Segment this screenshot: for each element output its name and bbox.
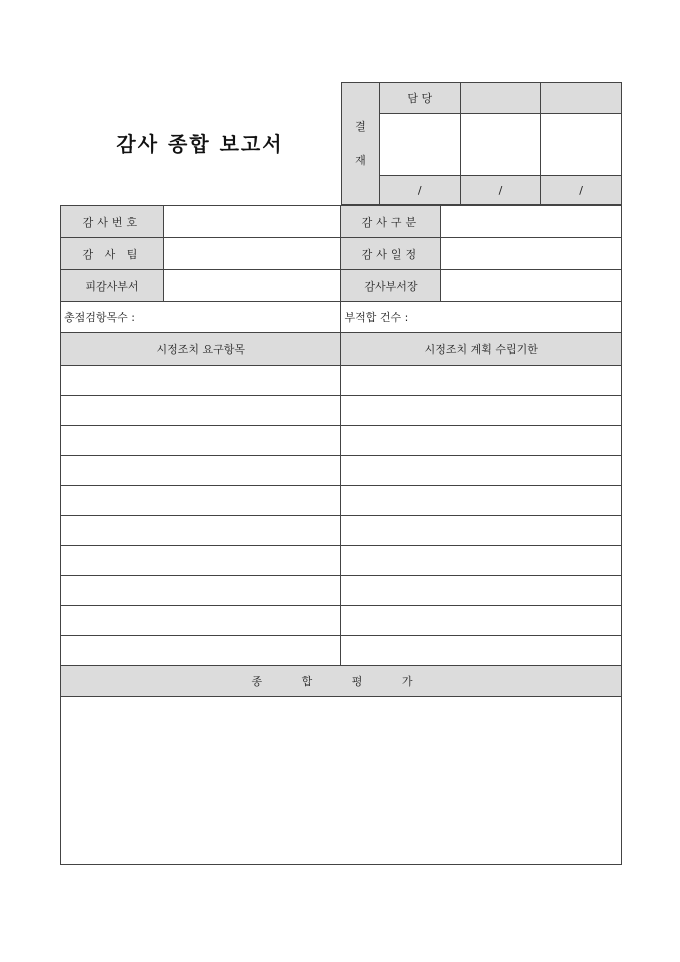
summary-evaluation-area[interactable] bbox=[61, 697, 622, 865]
audit-dept-head-field[interactable] bbox=[441, 270, 622, 302]
approval-header-cell bbox=[460, 83, 541, 114]
corrective-deadline-cell[interactable] bbox=[341, 576, 622, 606]
corrective-deadline-cell[interactable] bbox=[341, 636, 622, 666]
audited-dept-field[interactable] bbox=[163, 270, 341, 302]
corrective-deadline-cell[interactable] bbox=[341, 486, 622, 516]
date-cell[interactable]: / bbox=[541, 176, 622, 205]
corrective-item-cell[interactable] bbox=[61, 486, 341, 516]
approval-header-cell bbox=[541, 83, 622, 114]
audit-type-label: 감사구분 bbox=[341, 206, 441, 238]
summary-evaluation-header: 종 합 평 가 bbox=[61, 666, 622, 697]
corrective-deadline-cell[interactable] bbox=[341, 366, 622, 396]
signature-cell[interactable] bbox=[379, 114, 460, 176]
corrective-deadline-cell[interactable] bbox=[341, 396, 622, 426]
corrective-deadline-cell[interactable] bbox=[341, 426, 622, 456]
audit-dept-head-label: 감사부서장 bbox=[341, 270, 441, 302]
corrective-item-cell[interactable] bbox=[61, 516, 341, 546]
corrective-deadline-header: 시정조치 계획 수립기한 bbox=[341, 333, 622, 366]
signature-cell[interactable] bbox=[541, 114, 622, 176]
audited-dept-label: 피감사부서 bbox=[61, 270, 164, 302]
date-cell[interactable]: / bbox=[460, 176, 541, 205]
audit-schedule-field[interactable] bbox=[441, 238, 622, 270]
audit-schedule-label: 감사일정 bbox=[341, 238, 441, 270]
corrective-items-header: 시정조치 요구항목 bbox=[61, 333, 341, 366]
report-table bbox=[60, 205, 622, 865]
corrective-item-cell[interactable] bbox=[61, 396, 341, 426]
corrective-item-cell[interactable] bbox=[61, 546, 341, 576]
corrective-item-cell[interactable] bbox=[61, 456, 341, 486]
corrective-item-cell[interactable] bbox=[61, 576, 341, 606]
corrective-item-cell[interactable] bbox=[61, 366, 341, 396]
signature-cell[interactable] bbox=[460, 114, 541, 176]
page-title: 감사 종합 보고서 bbox=[116, 132, 284, 156]
nonconform-count[interactable]: 부적합 건수 : bbox=[341, 302, 622, 333]
total-items-count[interactable]: 총점검항목수 : bbox=[61, 302, 341, 333]
corrective-item-cell[interactable] bbox=[61, 606, 341, 636]
corrective-deadline-cell[interactable] bbox=[341, 456, 622, 486]
audit-team-label: 감 사 팀 bbox=[61, 238, 164, 270]
approval-side-label: 결 재 bbox=[342, 83, 380, 205]
corrective-deadline-cell[interactable] bbox=[341, 606, 622, 636]
audit-number-label: 감사번호 bbox=[61, 206, 164, 238]
corrective-deadline-cell[interactable] bbox=[341, 516, 622, 546]
corrective-deadline-cell[interactable] bbox=[341, 546, 622, 576]
audit-type-field[interactable] bbox=[441, 206, 622, 238]
corrective-item-cell[interactable] bbox=[61, 636, 341, 666]
audit-team-field[interactable] bbox=[163, 238, 341, 270]
date-cell[interactable]: / bbox=[379, 176, 460, 205]
corrective-item-cell[interactable] bbox=[61, 426, 341, 456]
approval-header-cell: 담 당 bbox=[379, 83, 460, 114]
audit-number-field[interactable] bbox=[163, 206, 341, 238]
approval-box bbox=[341, 82, 622, 205]
